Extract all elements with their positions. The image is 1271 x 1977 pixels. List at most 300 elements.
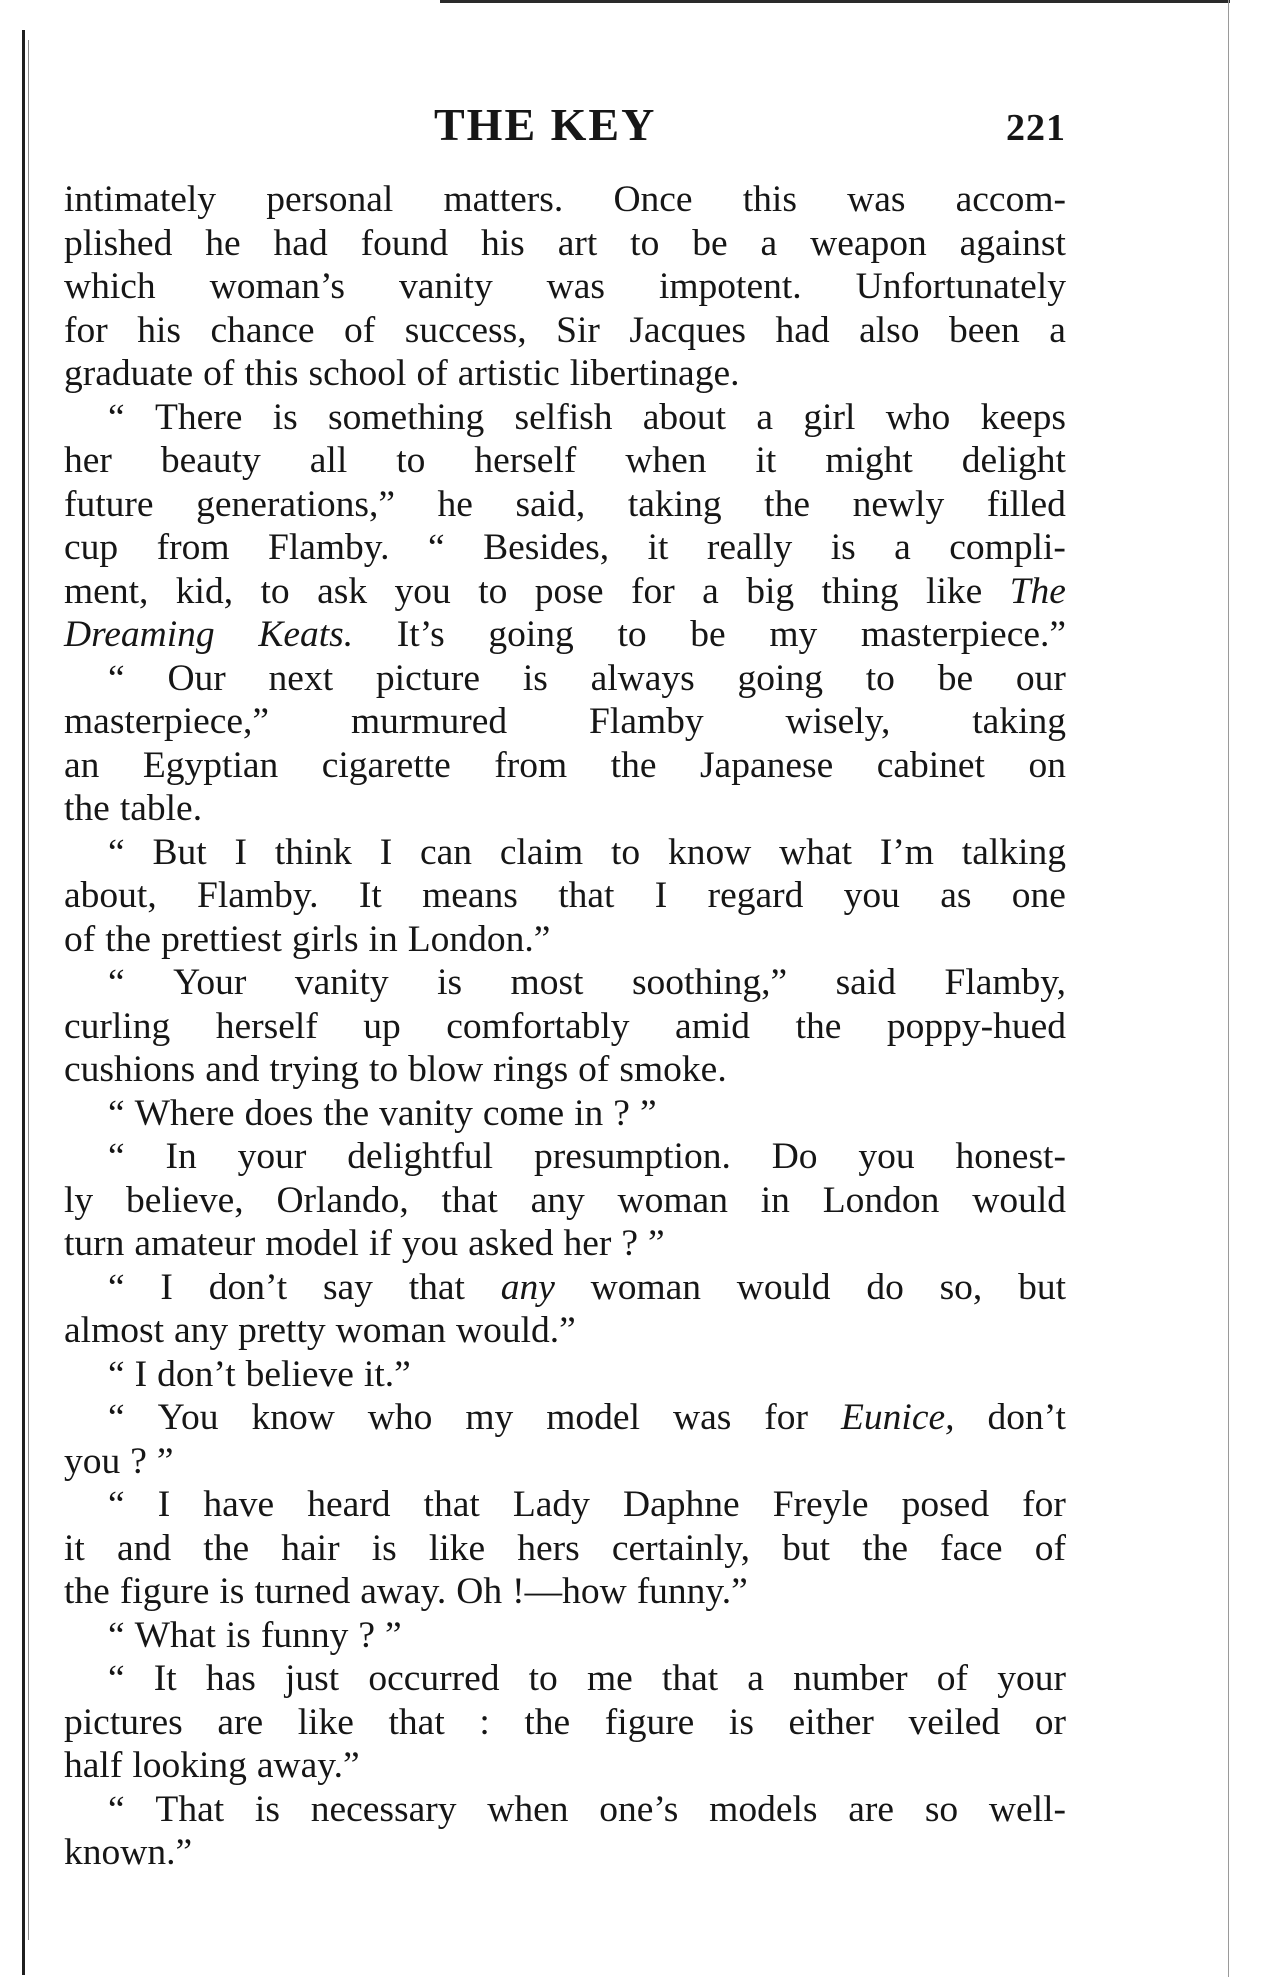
word: cushions	[64, 1049, 196, 1090]
word: any	[500, 1266, 555, 1308]
word: Sir	[556, 309, 600, 351]
word: about	[642, 396, 727, 438]
word: of	[344, 309, 376, 351]
word: the	[105, 918, 152, 960]
text-line	[64, 1396, 1066, 1440]
word: always	[590, 657, 695, 699]
text-line	[64, 178, 1066, 222]
word: impotent.	[658, 266, 802, 307]
word: the	[64, 788, 110, 829]
text-line	[64, 1092, 1066, 1136]
word: certainly,	[611, 1527, 750, 1569]
text-line	[64, 1483, 1066, 1527]
word: girls	[291, 918, 359, 960]
word: model	[546, 1397, 640, 1438]
word: this	[742, 179, 797, 220]
word: don’t	[157, 1353, 236, 1395]
word: to	[368, 1049, 399, 1090]
word: be	[692, 222, 728, 264]
word: I	[654, 875, 668, 916]
word: to	[478, 570, 508, 612]
word: you	[394, 570, 451, 612]
word: for	[64, 309, 108, 351]
word: the	[795, 1005, 842, 1047]
word: so,	[939, 1266, 983, 1308]
word: to	[260, 570, 290, 612]
word: soothing,”	[631, 962, 788, 1003]
word: school	[308, 353, 407, 394]
word: “	[108, 1614, 125, 1656]
word: and	[205, 1049, 260, 1090]
word: would	[972, 1179, 1066, 1221]
word: “	[108, 1484, 125, 1525]
word: I	[379, 831, 393, 873]
word: do	[866, 1266, 904, 1308]
word: it	[755, 440, 777, 481]
text-line	[64, 1309, 1066, 1353]
word: just	[285, 1658, 340, 1699]
word: ”	[156, 1440, 174, 1482]
word: It’s	[396, 614, 445, 655]
word: big	[746, 570, 795, 612]
word: that	[558, 875, 615, 916]
word: picture	[375, 657, 481, 699]
word: hair	[281, 1527, 340, 1569]
word: a	[894, 527, 911, 568]
word: pretty	[238, 1310, 326, 1351]
word: is	[522, 657, 548, 699]
word: you	[401, 1223, 459, 1264]
word: Unfortunately	[855, 266, 1066, 307]
word: of	[416, 353, 448, 394]
word: veiled	[908, 1701, 1001, 1743]
word: found	[360, 222, 449, 264]
word: what	[779, 831, 853, 873]
word: in	[760, 1179, 790, 1221]
word: face	[940, 1527, 1003, 1569]
word: “	[427, 527, 445, 568]
word: herself	[215, 1005, 318, 1047]
word: believe,	[125, 1179, 244, 1221]
word: to	[396, 440, 426, 481]
text-line	[64, 1614, 1066, 1658]
word: :	[479, 1701, 490, 1743]
word: that	[661, 1658, 719, 1699]
right-page-edge	[1228, 0, 1229, 1977]
word: a	[1049, 309, 1066, 351]
word: prettiest	[161, 918, 282, 960]
word: to	[617, 614, 647, 655]
word: chance	[210, 309, 315, 351]
word: he	[437, 483, 473, 525]
word: either	[788, 1701, 874, 1743]
word: to	[610, 831, 641, 873]
text-line	[64, 309, 1066, 353]
text-line	[64, 222, 1066, 266]
word: ?	[130, 1440, 147, 1482]
text-line	[64, 1353, 1066, 1397]
word: in	[368, 918, 398, 960]
word: say	[322, 1266, 373, 1308]
word: that	[408, 1266, 465, 1308]
word: Flamby.	[267, 527, 390, 568]
word: Your	[173, 962, 247, 1003]
word: trying	[269, 1049, 359, 1090]
word: that	[423, 1484, 480, 1525]
word: so	[924, 1788, 959, 1830]
word: asked	[468, 1223, 554, 1264]
word: Once	[613, 179, 693, 220]
word: away.”	[256, 1745, 360, 1786]
word: ”	[639, 1092, 657, 1134]
word: on	[1028, 744, 1066, 786]
word: any	[530, 1179, 585, 1221]
word: her	[64, 440, 112, 481]
word: his	[481, 222, 525, 264]
left-binding-edge	[22, 30, 25, 1975]
word: almost	[64, 1310, 164, 1351]
word: table.	[119, 788, 203, 829]
word: cigarette	[321, 744, 451, 786]
text-line	[64, 1657, 1066, 1701]
word: Our	[167, 657, 226, 699]
word: about,	[64, 875, 157, 916]
word: the	[323, 1092, 370, 1134]
word: is	[830, 527, 856, 568]
word: to	[865, 657, 895, 699]
word: our	[1015, 657, 1066, 699]
text-line	[64, 787, 1066, 831]
word: was	[546, 266, 605, 307]
word: graduate	[64, 353, 194, 394]
word: necessary	[310, 1788, 457, 1830]
word: one	[1011, 875, 1066, 916]
word: keeps	[980, 396, 1066, 438]
word: your	[237, 1136, 307, 1177]
text-line	[64, 700, 1066, 744]
word: art	[557, 222, 598, 264]
word: “	[108, 1658, 125, 1699]
word: for	[630, 570, 675, 612]
word: “	[108, 831, 125, 873]
word: up	[363, 1005, 401, 1047]
text-line	[64, 961, 1066, 1005]
word: “	[108, 1788, 125, 1830]
word: hers	[517, 1527, 580, 1569]
word: who	[885, 396, 951, 438]
word: turn	[64, 1223, 125, 1264]
word: be	[690, 614, 726, 655]
word: an	[64, 744, 100, 786]
word: the	[64, 1571, 110, 1612]
text-line	[64, 352, 1066, 396]
text-line	[64, 657, 1066, 701]
word: cup	[64, 527, 119, 568]
word: ”	[385, 1614, 402, 1656]
word: come	[482, 1092, 565, 1134]
word: “	[108, 1353, 125, 1395]
top-page-edge	[440, 0, 1230, 3]
word: ?	[621, 1223, 639, 1264]
word: number	[793, 1658, 908, 1699]
word: accom-	[955, 179, 1066, 220]
word: heard	[307, 1484, 391, 1525]
word: That	[155, 1788, 225, 1830]
word: success,	[404, 309, 527, 351]
word: “	[108, 1266, 125, 1308]
word: compli-	[949, 527, 1066, 568]
word: wisely,	[785, 701, 891, 742]
word: The	[1009, 570, 1066, 612]
word: of	[578, 1049, 610, 1090]
text-line	[64, 1048, 1066, 1092]
word: models	[709, 1788, 818, 1830]
word: been	[949, 309, 1020, 351]
word: is	[437, 962, 463, 1003]
word: London.”	[407, 918, 551, 960]
word: Daphne	[623, 1484, 740, 1525]
word: from	[156, 527, 230, 568]
word: Besides,	[483, 527, 610, 568]
word: woman	[590, 1266, 702, 1308]
word: What	[134, 1614, 216, 1656]
left-binding-shadow	[28, 40, 29, 1940]
word: weapon	[810, 222, 927, 264]
text-line	[64, 439, 1066, 483]
word: to	[630, 222, 660, 264]
word: of	[203, 353, 235, 394]
word: future	[64, 483, 154, 525]
word: believe	[245, 1353, 354, 1395]
word: know	[667, 831, 752, 873]
word: it	[647, 527, 669, 568]
word: I	[160, 1266, 173, 1308]
word: against	[959, 222, 1066, 264]
word: me	[586, 1658, 633, 1699]
word: is	[272, 396, 298, 438]
text-line	[64, 831, 1066, 875]
word: talking	[961, 831, 1066, 873]
word: pictures	[64, 1701, 183, 1743]
word: Keats.	[258, 614, 354, 655]
word: amateur	[134, 1223, 256, 1264]
word: is	[254, 1788, 280, 1830]
word: Flamby.	[197, 875, 319, 916]
word: something	[328, 396, 485, 438]
word: and	[116, 1527, 172, 1569]
word: of	[936, 1658, 969, 1699]
word: intimately	[64, 179, 217, 220]
text-line	[64, 265, 1066, 309]
word: “	[108, 1136, 125, 1177]
word: rings	[493, 1049, 569, 1090]
word: would	[736, 1266, 831, 1308]
word: kid,	[175, 570, 234, 612]
word: looking	[132, 1745, 247, 1786]
word: honest-	[955, 1136, 1066, 1177]
word: thing	[821, 570, 899, 612]
word: that	[388, 1701, 445, 1743]
word: masterpiece,”	[64, 701, 270, 742]
word: ?	[358, 1614, 376, 1656]
word: for	[764, 1397, 809, 1438]
word: “	[108, 1397, 125, 1438]
word: the	[524, 1701, 571, 1743]
word: it.”	[363, 1353, 411, 1395]
word: murmured	[350, 701, 508, 742]
word: my	[769, 614, 818, 655]
word: ?	[613, 1092, 630, 1134]
word: Flamby	[589, 701, 704, 742]
word: is	[219, 1571, 245, 1612]
word: girl	[803, 396, 856, 438]
word: Flamby,	[944, 962, 1066, 1003]
word: going	[737, 657, 823, 699]
word: Oh	[456, 1571, 503, 1612]
word: There	[154, 396, 243, 438]
word: Orlando,	[276, 1179, 409, 1221]
word: most	[510, 962, 584, 1003]
word: are	[217, 1701, 264, 1743]
word: vanity	[398, 266, 493, 307]
word: means	[422, 875, 518, 916]
word: any	[174, 1310, 229, 1351]
word: filled	[986, 483, 1066, 525]
text-line	[64, 1788, 1066, 1832]
word: of	[1034, 1527, 1066, 1569]
word: my	[465, 1397, 514, 1438]
word: his	[137, 309, 181, 351]
text-line	[64, 1701, 1066, 1745]
word: vanity	[294, 962, 389, 1003]
word: might	[825, 440, 913, 481]
word: taking	[627, 483, 722, 525]
word: don’t	[987, 1397, 1066, 1438]
word: half	[64, 1745, 123, 1786]
word: a	[702, 570, 719, 612]
word: occurred	[368, 1658, 500, 1699]
word: regard	[707, 875, 804, 916]
word: amid	[675, 1005, 751, 1047]
word: posed	[901, 1484, 990, 1525]
word: I	[134, 1353, 148, 1395]
word: woman’s	[209, 266, 346, 307]
word: you	[64, 1440, 121, 1482]
text-line	[64, 1440, 1066, 1484]
word: blow	[408, 1049, 484, 1090]
word: herself	[474, 440, 577, 481]
word: libertinage.	[569, 353, 740, 394]
word: which	[64, 266, 156, 307]
text-line	[64, 1179, 1066, 1223]
word: away.	[360, 1571, 447, 1612]
word: a	[760, 222, 778, 264]
word: pose	[534, 570, 604, 612]
word: is	[225, 1614, 251, 1656]
word: Eunice,	[841, 1397, 955, 1438]
word: next	[268, 657, 334, 699]
word: don’t	[208, 1266, 288, 1308]
word: “	[108, 1092, 125, 1134]
word: woman	[617, 1179, 728, 1221]
word: but	[1018, 1266, 1066, 1308]
word: “	[108, 657, 125, 699]
word: when	[625, 440, 707, 481]
text-line	[64, 744, 1066, 788]
word: woman	[335, 1310, 447, 1351]
word: Dreaming	[64, 614, 215, 655]
word: newly	[852, 483, 945, 525]
word: who	[367, 1397, 433, 1438]
text-line	[64, 1527, 1066, 1571]
word: know	[251, 1397, 335, 1438]
word: cabinet	[876, 744, 985, 786]
word: of	[64, 918, 96, 960]
word: also	[859, 309, 920, 351]
word: “	[108, 962, 125, 1003]
word: funny.”	[636, 1571, 748, 1612]
word: Where	[134, 1092, 235, 1134]
word: all	[309, 440, 348, 481]
word: the	[610, 744, 657, 786]
word: You	[157, 1397, 219, 1438]
word: is	[371, 1527, 397, 1569]
word: comfortably	[446, 1005, 630, 1047]
text-line	[64, 1222, 1066, 1266]
word: masterpiece.”	[860, 614, 1066, 655]
text-line	[64, 1744, 1066, 1788]
word: well-	[988, 1788, 1066, 1830]
word: as	[940, 875, 972, 916]
text-line	[64, 396, 1066, 440]
word: taking	[972, 701, 1066, 742]
word: “	[108, 396, 125, 438]
word: had	[775, 309, 830, 351]
word: you	[858, 1136, 915, 1177]
text-line	[64, 483, 1066, 527]
word: generations,”	[196, 483, 395, 525]
text-line	[64, 570, 1066, 614]
word: presumption.	[533, 1136, 731, 1177]
word: to	[528, 1658, 558, 1699]
word: Jacques	[629, 309, 746, 351]
word: I	[157, 1484, 171, 1525]
word: like	[428, 1527, 486, 1569]
word: the	[764, 483, 810, 525]
text-line	[64, 1570, 1066, 1614]
word: poppy-hued	[886, 1005, 1066, 1047]
running-head: THE KEY	[434, 99, 657, 150]
word: ask	[317, 570, 368, 612]
word: !—how	[512, 1571, 627, 1612]
word: in	[574, 1092, 604, 1134]
word: her	[563, 1223, 612, 1264]
word: beauty	[160, 440, 261, 481]
word: a	[756, 396, 774, 438]
word: delightful	[347, 1136, 494, 1177]
word: Do	[771, 1136, 818, 1177]
text-line	[64, 1266, 1066, 1310]
word: for	[1022, 1484, 1066, 1525]
word: be	[937, 657, 974, 699]
word: Freyle	[772, 1484, 869, 1525]
word: It	[358, 875, 382, 916]
word: think	[274, 831, 352, 873]
word: Lady	[512, 1484, 590, 1525]
page-header	[64, 98, 1066, 158]
word: is	[728, 1701, 754, 1743]
word: going	[488, 614, 574, 655]
